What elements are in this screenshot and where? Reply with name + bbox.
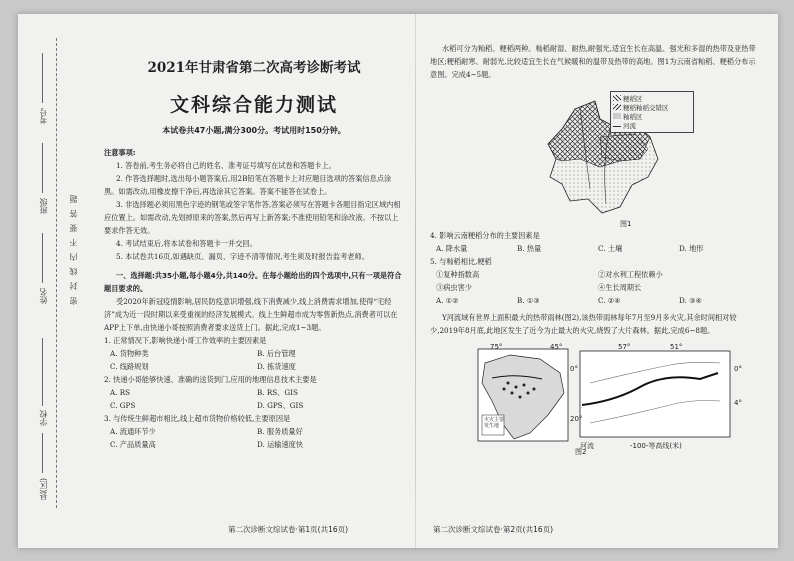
notice-item: 5. 本试卷共16页,如遇缺页、漏页、字迹不清等情况,考生须及时报告监考老师。 [116, 252, 369, 261]
legend-label: 粳稻籼稻交错区 [623, 104, 669, 112]
amazon-maps [430, 343, 760, 455]
map2-label: 0° [570, 365, 578, 373]
question-stem: 1. 正常情况下,影响快递小哥工作效率的主要因素是 [104, 336, 267, 345]
statement: ④生长周期长 [598, 283, 642, 292]
japonica-swatch [613, 95, 621, 101]
map2-label: 45° [550, 343, 563, 351]
amazon-map-svg [430, 343, 760, 455]
option[interactable]: B. 后台管理 [257, 349, 296, 358]
notice-item: 2. 作答选择题时,选出每小题答案后,用2B铅笔在答题卡上对应题目选项的答案信息点涂黑。如需改动,用橡皮擦干净后,再选涂其它答案。答案不能答在试卷上。 [104, 174, 392, 196]
option[interactable]: D. 拣货速度 [257, 362, 296, 371]
mixed-swatch [613, 104, 621, 110]
option[interactable]: A. 货物种类 [110, 349, 149, 358]
seal-dashed-line [56, 38, 57, 508]
yunnan-rice-map [540, 89, 690, 229]
question-stem: 5. 与籼稻相比,粳稻 [430, 257, 492, 266]
passage: Y河流域有世界上面积最大的热带雨林(图2),该热带雨林每年7月至9月多火灾,其余时间相对较少,2019年8月底,此地区发生了近今为止最大的火灾,烧毁了大片森林。据此,完成6~8题。 [430, 313, 737, 335]
passage: 受2020年新冠疫情影响,居民防疫意识增强,线下消费减少,线上消费需求增加,使得“宅经济”成为近一段时期以来受重视的经济发展模式。线上生鲜超市成为零售新热点,消费者可以在APP上下单,由快递小哥按照消费者要求送货上门。据此,完成1~3题。 [104, 297, 398, 332]
map2-label: 51° [670, 343, 683, 351]
binding-margin [24, 38, 94, 508]
seal-warning: 密 封 线 内 不 要 答 题 [69, 193, 78, 305]
right-page [430, 42, 760, 455]
option[interactable]: A. 降水量 [436, 244, 468, 253]
page-fold [415, 14, 416, 548]
option[interactable]: C. ②④ [598, 296, 621, 305]
option[interactable]: A. 流通环节少 [110, 427, 156, 436]
school-blank [42, 338, 43, 406]
legend-item [613, 112, 691, 121]
option[interactable]: B. ①③ [517, 296, 540, 305]
notice-heading: 注意事项: [104, 148, 136, 157]
notice-item: 1. 答卷前,考生务必将自己的姓名、准考证号填写在试卷和答题卡上。 [116, 161, 336, 170]
option[interactable]: C. 产品质量高 [110, 440, 156, 449]
option[interactable]: C. GPS [110, 401, 136, 410]
passage: 水稻可分为籼稻、粳稻两种。籼稻耐湿、耐热,耐强光,适宜生长在高温、强光和多湿的热带及亚热带地区;粳稻耐寒、耐弱光,比较适宜生长在气候暖和的温带及热带的高地。图1为云南省籼稻、粳稻分布示意图。完成4~5题。 [430, 44, 756, 79]
statement: ③病虫害少 [436, 283, 472, 292]
name-blank [42, 233, 43, 283]
option[interactable]: B. RS、GIS [257, 388, 298, 397]
indica-swatch [613, 113, 621, 119]
statement: ②对水利工程依赖小 [598, 270, 663, 279]
option[interactable]: D. ③④ [679, 296, 702, 305]
map2-label: 75° [490, 343, 503, 351]
question-stem: 2. 快递小哥能够快速、准确的送货到门,应用的地理信息技术主要是 [104, 375, 317, 384]
option[interactable]: D. 地形 [679, 244, 704, 253]
class-blank [42, 143, 43, 193]
map2-label: 0° [734, 365, 742, 373]
question-statements [430, 268, 760, 294]
question-options [104, 386, 404, 412]
right-page-footer: 第二次诊断文综试卷·第2页(共16页) [433, 525, 554, 534]
legend-item [613, 94, 691, 103]
map2-legend-fire: 火灾主要发生地 [484, 417, 505, 429]
notice-item: 3. 非选择题必须用黑色字迹的钢笔或签字笔作答,答案必须写在答题卡各题目指定区域内相应位置上。如需改动,先划掉原来的答案,然后再写上新答案;不准使用铅笔和涂改液。不按以上要求作答无效。 [104, 200, 401, 235]
exam-no-label: 考号 [39, 108, 48, 124]
left-page [104, 56, 404, 451]
legend-item [613, 103, 691, 112]
exam-title: 2021年甘肃省第二次高考诊断考试 [147, 60, 361, 76]
option[interactable]: B. 热量 [517, 244, 542, 253]
subject-title: 文科综合能力测试 [169, 94, 338, 116]
option[interactable]: C. 线路规划 [110, 362, 149, 371]
option[interactable]: B. 服务质量好 [257, 427, 303, 436]
question-options [104, 425, 404, 451]
option[interactable]: C. 土壤 [598, 244, 623, 253]
legend-label: 河流 [623, 122, 636, 130]
map2-legend-river: 河流 [580, 442, 594, 450]
map2-label: 20° [570, 415, 583, 423]
map2-label: 4° [734, 399, 742, 407]
question-options [104, 347, 404, 373]
option[interactable]: A. RS [110, 388, 131, 397]
section-heading: 一、选择题:共35小题,每小题4分,共140分。在每小题给出的四个选项中,只有一项是符合题目要求的。 [104, 271, 402, 293]
option[interactable]: D. 运输速度快 [257, 440, 304, 449]
exam-no-blank [42, 53, 43, 103]
question-options [430, 294, 760, 307]
river-swatch [613, 126, 621, 127]
question-stem: 3. 与传统生鲜超市相比,线上超市货物价格较低,主要原因是 [104, 414, 291, 423]
county-blank [42, 433, 43, 473]
county-label: 县(区) [39, 478, 48, 501]
detail-map-frame [580, 351, 730, 437]
map2-label: 57° [618, 343, 631, 351]
map1-legend [610, 91, 694, 133]
figure-caption: 图2 [575, 448, 587, 456]
school-label: 学校 [39, 410, 48, 426]
left-page-footer: 第二次诊断文综试卷·第1页(共16页) [228, 525, 349, 534]
statement: ①复种指数高 [436, 270, 480, 279]
option[interactable]: D. GPS、GIS [257, 401, 304, 410]
notice-item: 4. 考试结束后,将本试卷和答题卡一并交回。 [116, 239, 257, 248]
option[interactable]: A. ①② [436, 296, 459, 305]
question-stem: 4. 影响云南粳稻分布的主要因素是 [430, 231, 540, 240]
exam-info: 本试卷共47小题,满分300分。考试用时150分钟。 [162, 126, 346, 135]
figure-caption: 图1 [620, 220, 632, 228]
map2-legend-contour: -100-等高线(米) [630, 442, 682, 450]
name-label: 姓名 [39, 288, 48, 304]
legend-label: 籼稻区 [623, 113, 643, 121]
exam-sheet [18, 14, 778, 548]
legend-label: 粳稻区 [623, 95, 643, 103]
legend-item [613, 121, 691, 130]
class-label: 班级 [39, 198, 48, 214]
question-options [430, 242, 760, 255]
